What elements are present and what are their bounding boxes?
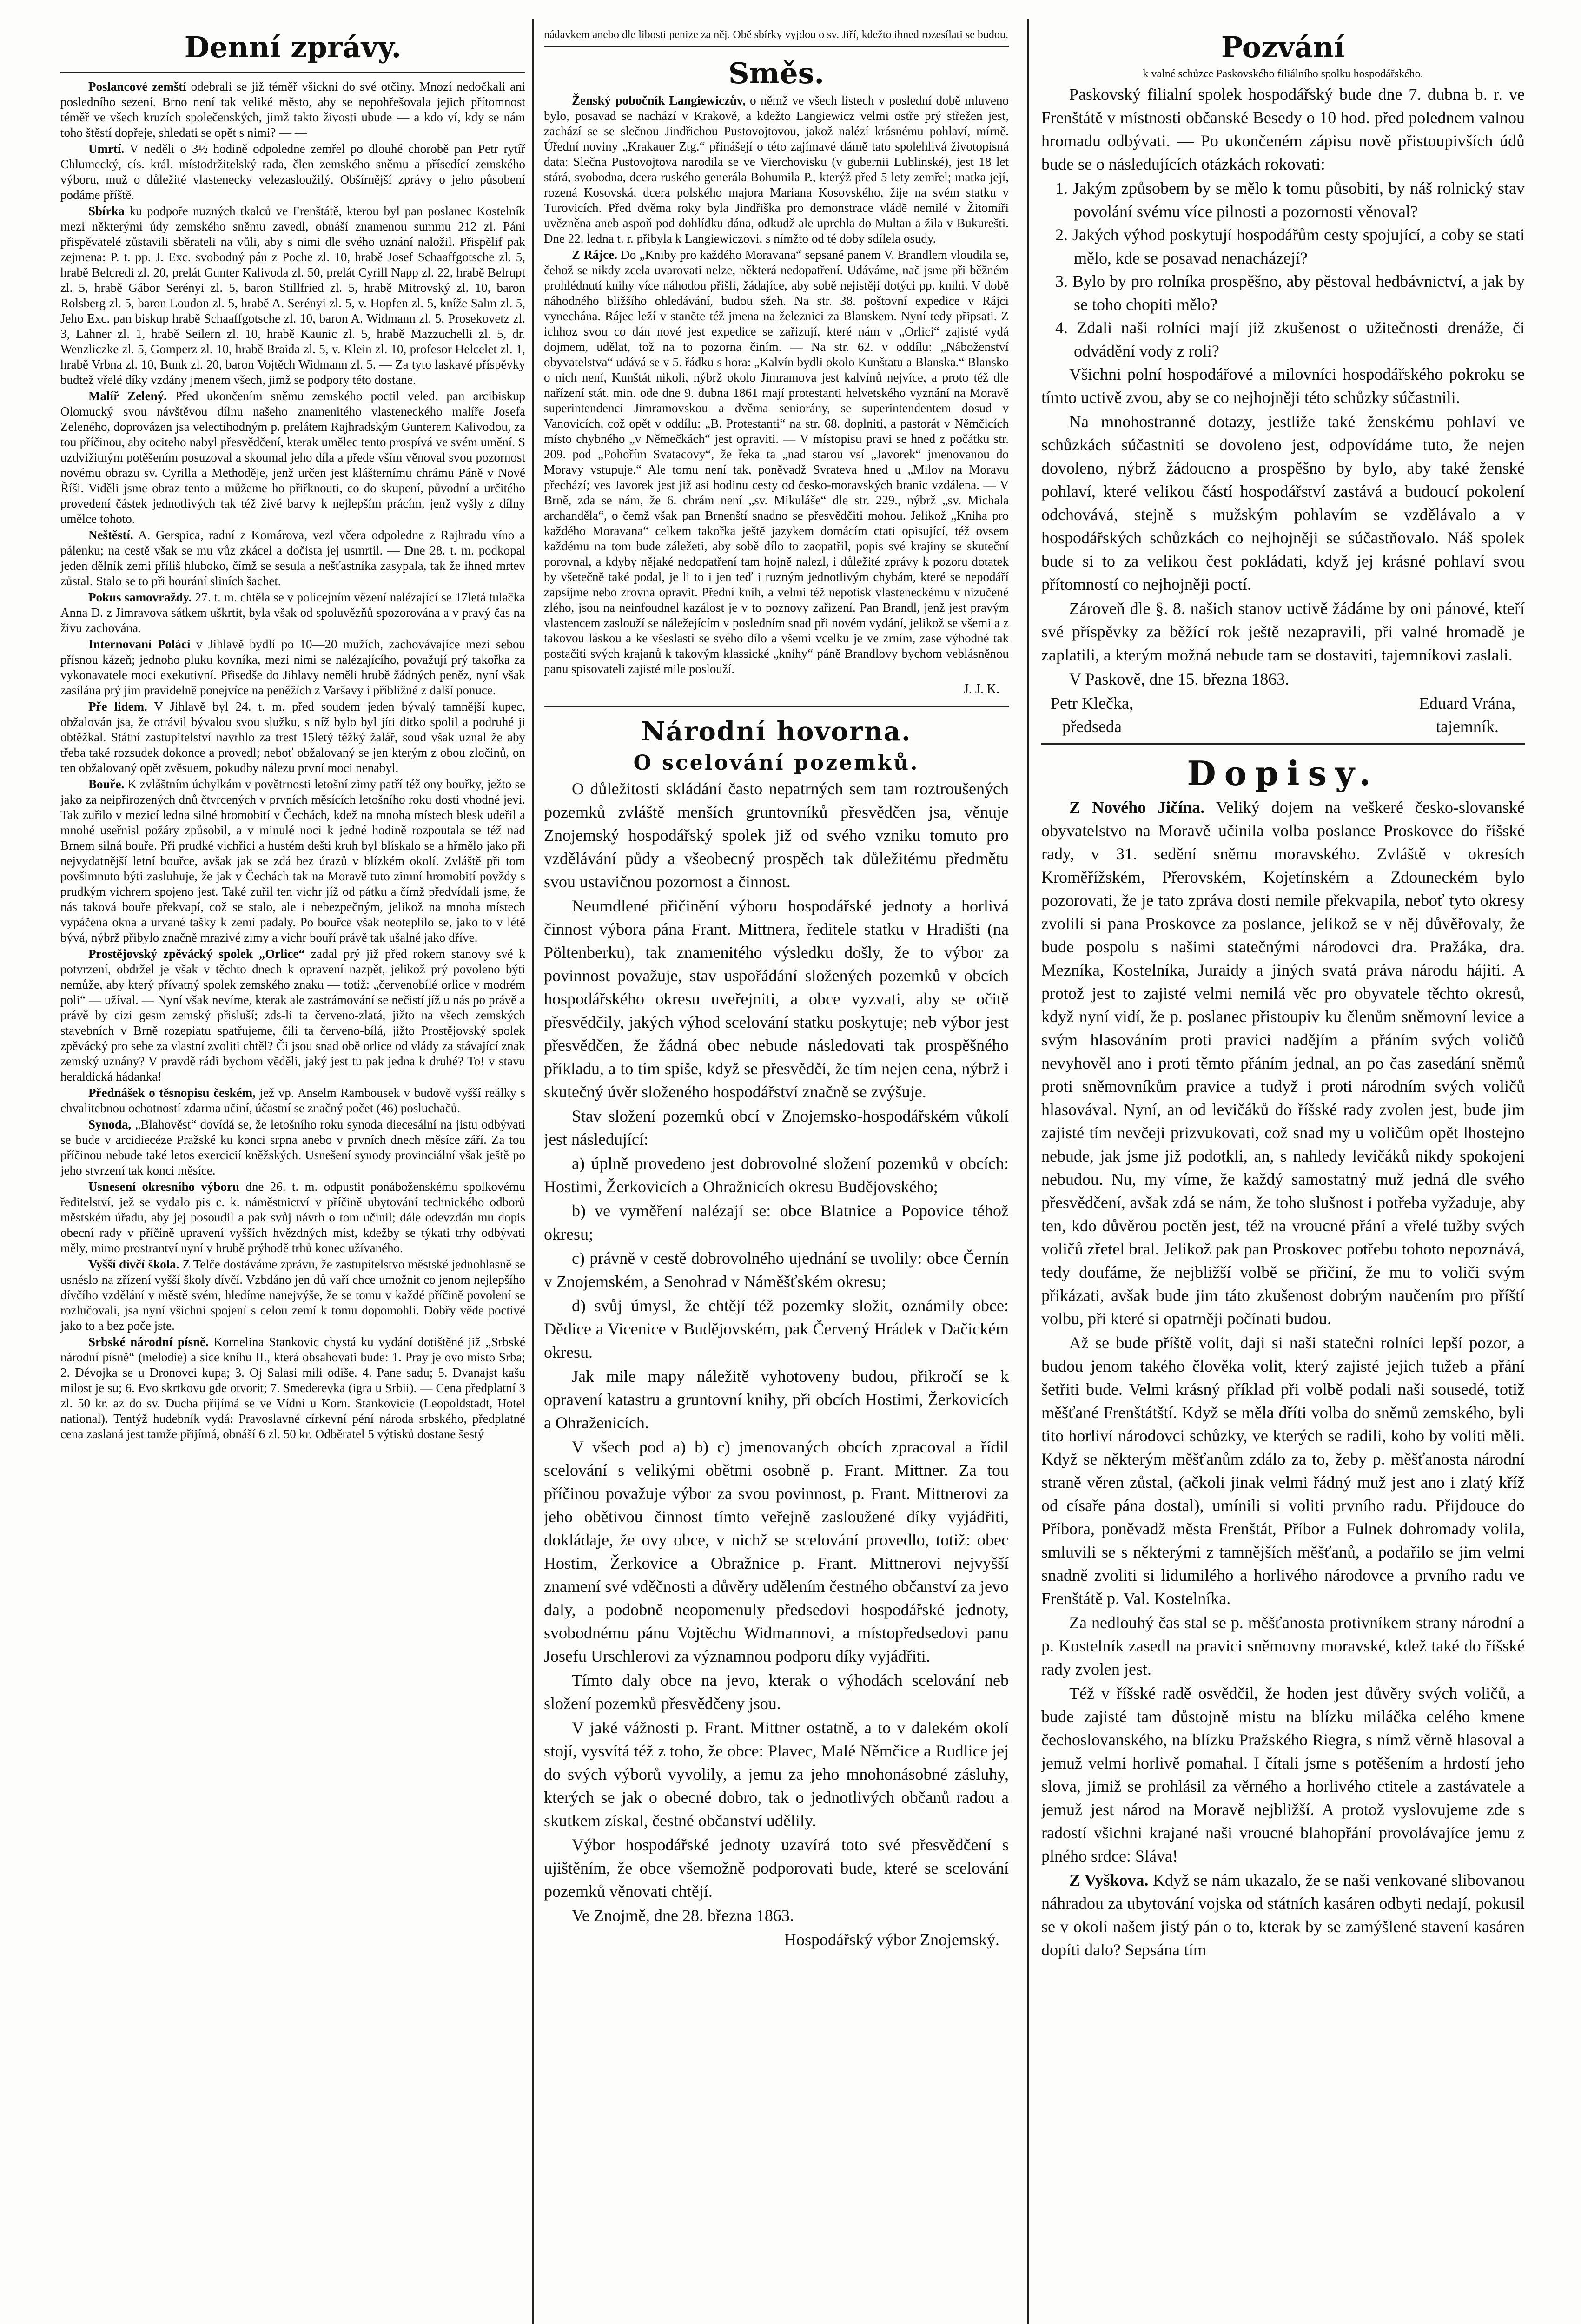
agenda-item: 1. Jakým způsobem by se mělo k tomu působiti, by náš rolnický stav povolání svému více pilnosti a pozornosti věnoval? xyxy=(1055,179,1525,221)
paragraph xyxy=(60,528,525,589)
paragraph-lead: Bouře. xyxy=(88,777,125,791)
paragraph xyxy=(60,1085,525,1116)
paragraph-lead: Z Vyškova. xyxy=(1069,1871,1149,1889)
paragraph xyxy=(60,1117,525,1178)
smes-items xyxy=(544,93,1009,701)
note-rule xyxy=(544,46,1009,47)
paragraph-text: odebrali se již téměř všickni do své otčiny. Mnozí nedočkali ani posledního sezení. Brno není tak veliké město, aby se nepohřešovala jejich přítomnost téměř ve všech kruzích společenských, jimž takto živosti ubude — a kdo ví, kdy se nám toho štěstí dopřeje, shledati se opět s nimi? — — xyxy=(60,79,525,139)
paragraph-text: Před ukončením sněmu zemského poctil veled. pan arcibiskup Olomucký svou návštěvou dílnu našeho znamenitého vlasteneckého malíře Josefa Zeleného, doprovázen jsa velectihodným p. prelátem Rajhradským Gunterem Kalivodou, za tou příčinou, aby ociteho nabyl přesvědčení, kterak umělec tento prospívá ve svém umění. S uzdvižitným potěšením posuzoval a skoumal jeho díla a přede vším věnoval svou pozornost novému obrazu sv. Cyrilla a Methoděje, jenž určen jest klášternímu chrámu Páně v Nové Říši. Viděli jsme obraz tento a můžeme ho přiřknouti, co do skupení, původní a určitého provedení částek jednotlivých tak též živé barvy k nejlepším prácím, jenž vyšly z dílny umělce tohoto. xyxy=(60,389,525,526)
section-title-denni-zpravy: Denní zprávy. xyxy=(184,30,402,64)
pozvani-paragraphs xyxy=(1041,363,1525,667)
paragraph-text: Za nedlouhý čas stal se p. měšťanosta protivníkem strany národní a p. Kostelník zasedl na pravici sněmovny moravské, kdež také do říšské rady zvolen jest. xyxy=(1041,1613,1525,1678)
signature: Hospodářský výbor Znojemský. xyxy=(784,1930,999,1949)
paragraph xyxy=(1041,1331,1525,1610)
signer-name: Eduard Vrána, xyxy=(1419,694,1515,713)
paragraph xyxy=(60,79,525,140)
paragraph xyxy=(1041,1682,1525,1868)
paragraph-text: Kornelina Stankovic chystá ku vydání dotištěné již „Srbské národní písně“ (melodie) a sice kníhu II., která obsahovati bude: 1. Pray je ovo misto Srba; 2. Dévojka se u Dronovci kupa; 3. Oj Salasi mili odiše. 4. Pane sadu; 5. Dvanajst kašu milost je su; 6. Evo skrtkovu gde otvorit; 7. Smederevka (igra u Srbii). — Cena předplatní 3 zl. 50 kr. az do sv. Ducha přijímá se ve Vídni u Korn. Stankovicie (Leopoldstadt, Hotel national). Tentýž hudebník vydá: Pravoslavné církevní péní národa srbského, předplatné cena zaslaná jest tamže přijímá, obnáší 6 zl. 50 kr. Odběratel 5 výtisků dostane šestý xyxy=(60,1335,525,1441)
column-right xyxy=(1041,28,1525,2324)
section-title-narodni-hovorna: Národní hovorna. xyxy=(641,716,912,747)
paragraph-lead: Pokus samovraždy. xyxy=(88,590,192,604)
signer-role: předseda xyxy=(1062,717,1122,736)
paragraph-lead: Neštěstí. xyxy=(88,528,133,542)
paragraph-lead: Vyšší dívčí škola. xyxy=(88,1257,179,1271)
paragraph xyxy=(60,389,525,527)
column-divider xyxy=(1027,19,1029,2324)
dopisy-items xyxy=(1041,796,1525,1961)
paragraph: Stav složení pozemků obcí v Znojemsko-hospodářském vůkolí jest následující: xyxy=(544,1107,1009,1149)
signature-left xyxy=(1051,692,1133,738)
paragraph xyxy=(1041,1868,1525,1961)
news-items xyxy=(60,79,525,1442)
paragraph-text: K zvláštním úchylkám v povětrnosti letošní zimy patří též ony bouřky, ježto se jako za neipřirozených dnů čtvrcených v prvních měsících letošního roku dosti vhodné jevi. Tak zuřilo v mezicí ledna silné hromobití v Čechách, kdež na mnoha místech blesk udeřil a mnohé useřnisl požáry způsobil, a v minulé noci k jedné hodině rozpoutala se též nad Brnem silná bouře. Při prudké vichřici a hustém dešti kruh byl blískalo se a hřmělo jako při nejvydatnější letní bouřce, avšak jak se zdá bez úrazů v blízkém okolí. Zvláště při tom povšimnuto býti zasluhuje, že jak v Čechách tak na Moravě tuto zimní hromobití povždy s prudkým vichrem spojeno jest. Také zuřil ten vichr jíž od pátku a čímž předvídali jsme, že nás taková bouře překvapí, což se stalo, ale i nebezpečným, jelikož na mnoha místech vypáčena okna a urvané tašky k zemi padaly. Po bouřce však neoteplilo se, jako to v létě bývá, nýbrž přibylo značně mrazivé zimy a vichr bouří právě tak ušalné jako dříve. xyxy=(60,777,525,944)
paragraph-lead: Přednášek o těsnopisu českém, xyxy=(88,1086,256,1100)
paragraph-text: Do „Kniby pro každého Moravana“ sepsané panem V. Brandlem vloudila se, čehož se nikdy zcela uvarovati nelze, některá nedopatření. Udáváme, nač jsme při běžném prohlédnutí knihy více náhodou přišli, žádajíce, aby sobě nejistěji dotýci pp. knihi. V době náhodného bližšího ohledávání, budou sžeh. Na str. 38. poštovní expedice v Rájci vynechána. Rájec leží v staněte též jmena na železnici za Blanskem. Nyní tedy připsati. Z ichhoz svou co dán nové jest expedice se zařizují, které nám v „Orlici“ zajisté vydá dojmem, udělat, tož na to pozorna činím. — Na str. 62. v oddílu: „Náboženství obyvatelstva“ udává se v 5. řádku s hora: „Kalvín bydli okolo Kunštatu a Blanska.“ Blansko o nich není, Kunštát nikoli, nýbrž okolo Jimramova jest kalvínů nejvíce, a proto též dle nařízení stát. min. ode dne 9. dubna 1861 mají protestanti helvetského vyznání na Moravě superintendenci Jimramovskou a dvěma seniorány, se superintendentem dosud v Vanovicích, což opět v oddílu: „B. Protestanti“ na str. 68. doplniti, a pastorát v Němčicích místo chybného „v Němečkách“ jest opraviti. — V místopisu pravi se hned z počátku str. 209. pod „Pohořím Svatacovy“, že řeka ta „nad starou vsí „Javorek“ jmenovanou do Moravy vstupuje.“ Ale tomu není tak, poněvadž Svrateva hned u „Milov na Moravu přechází; ves Javorek jest již asi hodinu cesty od česko-moravských branic vzdálena. — V Brně, zda se nám, že 6. chrám není „sv. Mikuláše“ dle str. 229., nýbrž „sv. Michala archanděla“, o čemž však pan Brnenští snadno se přesvědčiti mohou. Jelikož „Kniha pro každého Moravana“ celkem takořka ještě jazykem domácím ctati opisující, též ovsem každému na tom bude záležeti, aby sobě dílo to zaopatřil, popis své krajiny se skuteční porovnal, a kdyby nějaké nedopatření tam hojně nalezl, i důležité zprávy k pozoru dotatek by všetečně také podal, je li to i jen teď i ruzným jednotlivým chybám, které se nepodáří zapsíjme nebo zrovna opravit. Přední knih, a velmi též nepotisk vlasteneckému v nizučené zlého, jsou na neinfoudnel kazálost je v to poznovy zařizení. Pan Brandl, jenž jest pravým vlastencem zaslouží se náležejícím v posledním snad při novém vydání, jelikož se všemi a z takovou láskou a ke všeslasti se svého dílo a všemi vcelku je ve zrním, zase výhodné tak postačiti svých krajanů k takovým klassické „knihy“ páně Brandlovy bychom veblásněnou panu spisovateli zajisté mile poslouží. xyxy=(544,248,1009,676)
paragraph xyxy=(60,204,525,388)
paragraph-text: „Blahověst“ dovídá se, že letošního roku synoda diecesální na jistu odbývati se bude v arcidiecéze Pražské ku konci srpna anebo v prvních dnech měsíce září. Za tou příčinou nebude také letos exercicií kněžských. Usnešení synody provinciální však ještě po jeho stvrzení tak konci měsíce. xyxy=(60,1117,525,1177)
section-title-pozvani: Pozvání xyxy=(1221,30,1345,64)
paragraph xyxy=(60,1179,525,1256)
paragraph-lead: Internovaní Poláci xyxy=(88,637,191,651)
paragraph-lead: Pře lidem. xyxy=(88,700,147,713)
paragraph xyxy=(1041,1611,1525,1681)
paragraph-text: Až se bude příště volit, daji si naši statečni rolníci lepší pozor, a budou jenom takého člověka volit, který zajisté jejich tužeb a přání šetřiti bude. Velmi krásný příklad při volbě podali naši sousedé, totiž měšťané Frenštátští. Když se měla dříti volba do sněmů zemského, byli tito horliví národovci schůzky, ve kterých se radili, koho by voliti měli. Když se některým měšťanům zdálo za to, žeby p. měšťanosta národní straně věren zůstal, (ačkoli jinak velmi řádný muž jest ano i zlatý kříž od císaře pána dostal), umínili si voliti prvního radu. Přijdouce do Příbora, poněvadž města Frenštát, Příbor a Fulnek dohromady volila, smluvili se s některými z tamnějších měšťanů, a podařilo se jim velmi snadně zvoliti si lidumilého a horlivého národovce a prvního radu ve Frenštátě p. Val. Kostelníka. xyxy=(1041,1334,1525,1608)
paragraph-text: 27. t. m. chtěla se v policejním vězení nalézající se 17letá tulačka Anna D. z Jimravova sátkem uškrtit, byla však od spoluvězňů spozorována a v pravý čas na živu zachována. xyxy=(60,590,525,635)
column-divider xyxy=(532,19,534,2324)
paragraph-lead: Sbírka xyxy=(88,204,125,218)
paragraph-lead: Z Rájce. xyxy=(572,248,617,262)
paragraph xyxy=(60,946,525,1084)
pozvani-subtitle: k valné schůzce Paskovského filiálního spolku hospodářského. xyxy=(1143,68,1423,80)
paragraph: Zároveň dle §. 8. našich stanov uctivě žádáme by oni pánové, kteří své příspěvky za běžící rok ještě nezapravili, při valné hromadě je zaplatili, a kterým možná nebude tam se dostaviti, tajemníkovi zaslali. xyxy=(1041,599,1525,664)
paragraph-lead: Poslancové zemští xyxy=(88,79,186,93)
continued-note: nádavkem anebo dle libosti penize za něj. Obě sbírky vyjdou o sv. Jiří, kdežto ihned rozesílati se budou. xyxy=(544,29,1008,41)
article-title-scelovani: O scelování pozemků. xyxy=(633,751,919,775)
paragraph-text: zadal prý již před rokem stanovy své k potvrzení, obdržel je však v těchto dnech k opravení nazpět, jelikož prý povoleno býti nemůže, aby který přívatný spolek zemského znaku — totiž: „červenobílé orlice v modrém poli“ — užíval. — Nyní však nevíme, kterak ale zastrámování se nečistí jíž u nás po právě a právě by cizi gesm zemský přisluší; zds-li ta červeno-zlatá, jižto na všech zemských stavebních v Brně rozepiatu spatřujeme, čili ta červeno-bílá, jižto Prostějovský spolek zpěvácký pro sebe za vlastní zvoliti chtěl? Či jsou snad obě orlice od vlády za stávající znak zemský uznány? V pravdě rádi bychom věděli, jaký jest tu pak jedna k druhé? To! v stavu heraldická hádanka! xyxy=(60,947,525,1083)
agenda-item: 2. Jakých výhod poskytují hospodářům cesty spojující, a coby se stati mělo, kde se posavad nenacházejí? xyxy=(1055,225,1525,267)
paragraph: Neumdlené přičinění výboru hospodářské jednoty a horlivá činnost výbora pána Frant. Mittnera, ředitele statku v Hradišti (na Pöltenberku), tak znamenitého výsledku došly, že to výbor za povinnost považuje, stav uspořádání složených pozemků v obcích hospodářského okresu uveřejniti, a obce vyzvati, aby se očitě přesvědčily, jakých výhod scelování statku poskytuje; neb výbor jest přesvědčen, že žádná obec nebude následovati tak prospěšného příkladu, a to tím spíše, když se přesvědčí, že tím nejen cena, nýbrž i skutečný úvěr složeného hospodářství značně se zvýšuje. xyxy=(544,897,1009,1101)
paragraph-text: jež vp. Anselm Rambousek v budově vyšší reálky s chvalitebnou ochotností zdarma učiní, účastní se značný počet (46) posluchačů. xyxy=(60,1086,525,1115)
paragraph-lead: Umrtí. xyxy=(88,142,125,156)
paragraph-text: dne 26. t. m. odpustit ponáboženskému spolkovému ředitelství, jež se vydalo pis c. k. náměstnictví v příčině ubytování technického odborů městském úřadu, aby jej posoudil a pak svůj návrh o tom učinil; dále odevzdán mu dopis obecní rady v příčině upravení vyšších hvězdných míst, kdežby se týkati trhy odbývati měly, mimo prostrantví nyní v hrubě prýhodě trhů konec užívaného. xyxy=(60,1180,525,1255)
author-initials: J. J. K. xyxy=(963,682,999,696)
paragraph xyxy=(544,93,1009,246)
column-middle xyxy=(544,28,1009,2324)
paragraph: Tímto daly obce na jevo, kterak o výhodách scelování neb složení pozemků přesvědčeny jsou. xyxy=(544,1671,1009,1713)
title-rule xyxy=(60,72,525,73)
paragraph xyxy=(60,699,525,776)
paragraph xyxy=(1041,796,1525,1330)
paragraph-text: o němž ve všech listech v poslední době mluveno bylo, posavad se nachází v Krakově, a kdežto Langiewicz velmi ostře prý střežen jest, zachází se se slečnou Jindřichou Pustovojtovou, jakož nalézí krásnému pohlaví, mírně. Úřední noviny „Krakauer Ztg.“ přinášejí o této zajímavé dámě tato spolehlivá životopisná data: Slečna Pustovojtova narodila se ve Vierchovisku (v gubernii Lublinské), jest 18 let stárá, svobodna, dcera ruského generála Bohumila P., kterýž před 5 lety zemřel; matka její, rozená Kosovská, dcera polského majora Mariana Kosovského, žije na svém statku v Turovicích. Před dvěma roky byla Jindřiška pro demonstrace vládě nemilé v Žitomiři uvězněna aneb aspoň pod dohlídku dána, odkudž ale uprchla do Multan a žila v Bukurešti. Dne 22. ledna t. r. přibyla k Langiewiczovi, s nímžto od té doby sdílela osudy. xyxy=(544,93,1009,245)
paragraph: Výbor hospodářské jednoty uzavírá toto své přesvědčení s ujištěním, že obce všemožně podporovati bude, které se scelování pozemků věnovati chtějí. xyxy=(544,1835,1009,1901)
paragraph: Na mnohostranné dotazy, jestliže také ženskému pohlaví ve schůzkách súčastniti se dovoleno jest, odpovídáme tuto, že nejen dovoleno, nýbrž žádoucno a prospěšno by bylo, aby také ženské pohlaví, které velikou částí hospodářství zastává a budoucí pokolení odchovává, stejně s mužským pohlavím se vzdělávalo a v hospodářských schůzkách co nejhojněji se súčastňovalo. Náš spolek bude si to za velikou čest pokládati, když jej krásné pohlaví svou přítomností co nejhojněji poctí. xyxy=(1041,412,1525,594)
paragraph-text: ku podpoře nuzných tkalců ve Frenštátě, kterou byl pan poslanec Kostelník mezi některými údy zemského sněmu zavedl, obnáší znamenou summu 212 zl. Páni přispěvatelé zůstavili sběrateli na vůli, aby s nimi dle svého uznání naložil. Přispělif pak zejmena: P. t. pp. J. Exc. svobodný pán z Poche zl. 10, hrabě Josef Schaaffgotsche zl. 5, hrabě Belcredi zl. 20, prelát Gunter Kalivoda zl. 50, prelát Cyrill Napp zl. 22, hrabě Belrupt zl. 5, hrabě Gábor Serényi zl. 5, baron Stillfried zl. 5, hrabě Mitrovský zl. 10, baron Rolsberg zl. 5, baron Loudon zl. 5, hrabě A. Serényi zl. 5, v. Hopfen zl. 5, kníže Salm zl. 5, Jeho Exc. pan biskup hrabě Schaaffgotsche zl. 10, baron A. Widmann zl. 5, Prosekovetz zl. 3, Lahner zl. 1, hrabě Seilern zl. 10, hrabě Kaunic zl. 5, hrabě Mazzuchelli zl. 5, dr. Wenzliczke zl. 5, Gomperz zl. 10, hrabě Braida zl. 5, v. Klein zl. 10, profesor Helcelet zl. 1, hrabě Vrbna zl. 10, Bunk zl. 20, baron Vojtěch Widmann zl. 5. — Za tyto laskavé příspěvky budtež vřelé díky vzdány jmenem všech, jimž se podpory této dostane. xyxy=(60,204,525,387)
paragraph-lead: Prostějovský zpěvácký spolek „Orlice“ xyxy=(88,947,305,961)
paragraph-lead: Usnesení okresního výboru xyxy=(88,1180,239,1194)
paragraph-lead: Ženský pobočník Langiewiczův, xyxy=(572,93,746,107)
section-rule xyxy=(1041,743,1525,745)
signer-name: Petr Klečka, xyxy=(1051,694,1133,713)
paragraph xyxy=(60,777,525,945)
paragraph-lead: Srbské národní písně. xyxy=(88,1335,209,1349)
paragraph-lead: Malíř Zelený. xyxy=(88,389,167,403)
agenda-item: 3. Bylo by pro rolníka prospěšno, aby pěstoval hedbávnictví, a jak by se toho chopiti mělo? xyxy=(1055,272,1525,314)
pozvani-intro: Paskovský filialní spolek hospodářský bude dne 7. dubna b. r. ve Frenštátě v místnosti občanské Besedy o 10 hod. před polednem valnou hromadu odbývati. — Po ukončeném zápisu nově přistoupivších údů bude se o následujících otázkách rokovati: xyxy=(1041,85,1525,173)
paragraph-lead: Synoda, xyxy=(88,1117,132,1131)
paragraph: b) ve vyměření nalézají se: obce Blatnice a Popovice téhož okresu; xyxy=(544,1202,1009,1243)
signatures xyxy=(1041,692,1525,738)
section-title-smes: Směs. xyxy=(728,56,825,90)
agenda-list xyxy=(1041,177,1525,363)
paragraph-text: Z Telče dostáváme zprávu, že zastupitelstvo městské jednohlasně se usnéslo na zřízení vyšší školy dívčí. Vzbdáno jen dů vaří chce umožnit co jenom nejlepšího dívčího vzdělání v městě svém, hledíme nanejvýše, že se tomu v každé příčině povolení se rozlučovali, jsa nyní všichni spojení s celou zemí k tomu dopomohli. Dobřy věde poctivé jako to a bez poče jste. xyxy=(60,1257,525,1333)
hovorna-paragraphs xyxy=(544,777,1009,1903)
paragraph: O důležitosti skládání často nepatrných sem tam roztroušených pozemků zvláště menších gruntovníků přesvědčen jsa, věnuje Znojemský hospodářský spolek již od svého vzniku tomuto pro vzdělávání půdy a všeobecný prospěch tak důležitému předmětu svou ustavičnou pozornost a činnost. xyxy=(544,779,1009,891)
paragraph: Jak mile mapy náležitě vyhotoveny budou, přikročí se k opravení katastru a gruntovní knihy, při obcích Hostimi, Žerkovicích a Ohraženicích. xyxy=(544,1367,1009,1432)
paragraph-text: Též v říšské radě osvědčil, že hoden jest důvěry svých voličů, a bude zajisté tam důstojně mistu na blízku miláčka celého kmene čechoslovanského, na blízku Pražského Riegra, s nímž věrně hlasoval a jemuž velmi horlivě pomahal. I čítali jsme s potěšením a hrdostí jeho slova, jimiž se prohlásil za věrného a horlivého ctitele a zastávatele a jemuž jest národ na Moravě nejbližší. A protož vyslovujeme zde s radostí všichni krajané naši vroucné blahopřání provolávajíce jemu z plného srdce: Sláva! xyxy=(1041,1684,1525,1865)
paragraph xyxy=(60,1334,525,1442)
paragraph-text: V neděli o 3½ hodině odpoledne zemřel po dlouhé chorobě pan Petr rytíř Chlumecký, cís. král. místodržitelský rada, člen zemského sněmu a přísedící zemského výboru, muž o důležité vlastenecky velezasloužilý. Obšírnější zprávy o jeho působení podáme příště. xyxy=(60,142,525,202)
paragraph-lead: Z Nového Jičína. xyxy=(1069,798,1205,817)
paragraph-text: v Jihlavě bydlí po 10—20 mužích, zachovávajíce mezi sebou přísnou kázeň; jednoho pluku kovníka, mezi nimi se nalézajícího, považují prý takořka za vykonavatele moci exekutivní. Přisedše do Jihlavy neměli hrubě žádných peněz, nyní však zasílána prý jim pravidelně ponejvíce na peněžích z Varšavy i příbližné z další ponuce. xyxy=(60,637,525,697)
signer-role: tajemník. xyxy=(1435,717,1499,736)
paragraph-text: Veliký dojem na veškeré česko-slovanské obyvatelstvo na Moravě učinila volba poslance Proskovce do říšské rady, v 31. sedění sněmu moravského. Zvláště v okresích Kroměřížském, Přerovském, Kojetínském a Zdouneckém bylo pozorovati, že je tato zpráva dosti nemile překvapila, neboť tyto okresy zvolili si pana Proskovce za poslance, jelikož se v něj důvěřovaly, že bude pospolu s našimi statečnými národovci dra. Pražáka, dra. Mezníka, Kostelníka, Juraidy a jiných svatá práva národu hájiti. A protož jest to zajisté velmi nemilá věc pro obyvatele těchto okresů, když nyní vidí, že p. poslanec přistoupiv ku členům sněmovní levice a svým hlasováním proti pravici nadějím a přáním svých voličů nevyhověl ano i proti těmto přáním jednal, an po čas zasedání sněmů proti sněmovníkům pravice a tudyž i proti národním svých voličů hlasovával. Nyní, an od levičáků do říšské rady zvolen jest, bude jim zajisté tím nevčeji prizvukovati, což snad my u voličům opět lhostejno nebude, jak jsme již podotkli, an, s nahledy levičáků nikdy spokojeni nebudou. Nu, my víme, že každý samostatný muž jedná dle svého přesvědčení, avšak zdá se nám, že toho slušnost i potřeba vyžaduje, aby ten, kdo důvěrou poctěn jest, též na vroucné přání a vřelé tužby svých voličů zřetel bral. Jelikož pak pan Proskovec potřebu tohoto nepoznává, tedy doufáme, že nejbližší volbě se přičiní, že mu to voliči svým přikázati, avšak bude jim táto zkušenost dobrým naučením pro příští volbu, při které si opatrněji počínati budou. xyxy=(1041,798,1525,1328)
paragraph: V všech pod a) b) c) jmenovaných obcích zpracoval a řídil scelování s velikými obětmi osobně p. Frant. Mittner. Za tou příčinou považuje výbor za svou povinnost, p. Frant. Mittnerovi za jeho obětivou činnost tímto veřejně zasloužené díky vyjádřiti, dokládaje, že ovy obce, v nichž se scelování provedlo, totiž: obec Hostim, Žerkovice a Obražnice p. Frant. Mittnerovi nejvyšší znamení své vděčnosti a důvěry udělením čestného občanství za jevo daly, a podobně neopomenuly předsedovi hospodářské jednoty, svobodnému pánu Vojtěchu Widmannovi, a místopředsedovi panu Josefu Urschlerovi za významnou podporu díky vyjádřiti. xyxy=(544,1438,1009,1665)
paragraph-text: Když se nám ukazalo, že se naši venkované slibovanou náhradou za ubytování vojska od státních kasáren odbyti nedají, pokusil se v okolí našem jistý pán o to, kterak by se zamýšlené stavení kasáren dopíti dalo? Sepsána tím xyxy=(1041,1871,1525,1959)
paragraph xyxy=(60,1257,525,1334)
column-left xyxy=(60,28,525,2324)
section-title-dopisy: Dopisy. xyxy=(1187,753,1379,793)
section-rule xyxy=(544,706,1009,707)
paragraph-text: A. Gerspica, radní z Komárova, vezl včera odpoledne z Rajhradu víno a pálenku; na cestě však se mu vůz zkácel a dočista jej usmrtil. — Dne 28. t. m. podkopal jeden dělník zemi příliš hluboko, čímž se sesula a nešťastníka zasypala, tak že ihned mrtev zůstal. Stalo se to při hourání sliních šachet. xyxy=(60,528,525,588)
paragraph xyxy=(60,141,525,203)
dateline: V Paskově, dne 15. března 1863. xyxy=(1069,670,1290,688)
paragraph xyxy=(60,590,525,636)
paragraph: c) právně v cestě dobrovolného ujednání se uvolily: obce Černín v Znojemském, a Senohrad v Náměšťském okresu; xyxy=(544,1249,1009,1291)
paragraph xyxy=(60,637,525,698)
paragraph-text: V Jihlavě byl 24. t. m. před soudem jeden bývalý tamnější kupec, obžalován jsa, že otrávil bývalou svou služku, s níž bylo byl jíti ditko spolil a podruhé ji obtěžkal. Státní zastupitelství navrhlo za trest 15letý těžký žalář, soud však uznal že aby třeba také rozsudek dokonce a provedl; neboť obžalovaný se jen kterým z obou zločinů, on ten obžalovaný opět zvěsuem, pokudby nálezu první moci nenabyl. xyxy=(60,700,525,775)
dateline: Ve Znojmě, dne 28. března 1863. xyxy=(572,1906,794,1925)
paragraph: Všichni polní hospodářové a milovníci hospodářského pokroku se tímto uctivě zvou, aby se co nejhojněji této schůzky súčastnili. xyxy=(1041,365,1525,407)
agenda-item: 4. Zdali naši rolníci mají již zkušenost o užitečnosti drenáže, či odvádění vody z roli? xyxy=(1055,318,1525,360)
signature-right xyxy=(1419,692,1515,738)
paragraph: d) svůj úmysl, že chtějí též pozemky složit, oznámily obce: Dědice a Vicenice v Budějovském, pak Červený Hrádek v Dačickém okresu. xyxy=(544,1296,1009,1361)
paragraph: V jaké vážnosti p. Frant. Mittner ostatně, a to v dalekém okolí stojí, vysvítá též z toho, že obce: Plavec, Malé Němčice a Rudlice jej do svých výborů vyvolily, a jemu za jeho mnohonásobné zásluhy, kterých se jak o obecné dobro, tak o jednotlivých občanů radou a skutkem získal, čestné občanství udělily. xyxy=(544,1718,1009,1830)
paragraph xyxy=(544,247,1009,677)
paragraph: a) úplně provedeno jest dobrovolné složení pozemků v obcích: Hostimi, Žerkovicích a Ohražnicích okresu Budějovského; xyxy=(544,1154,1009,1196)
